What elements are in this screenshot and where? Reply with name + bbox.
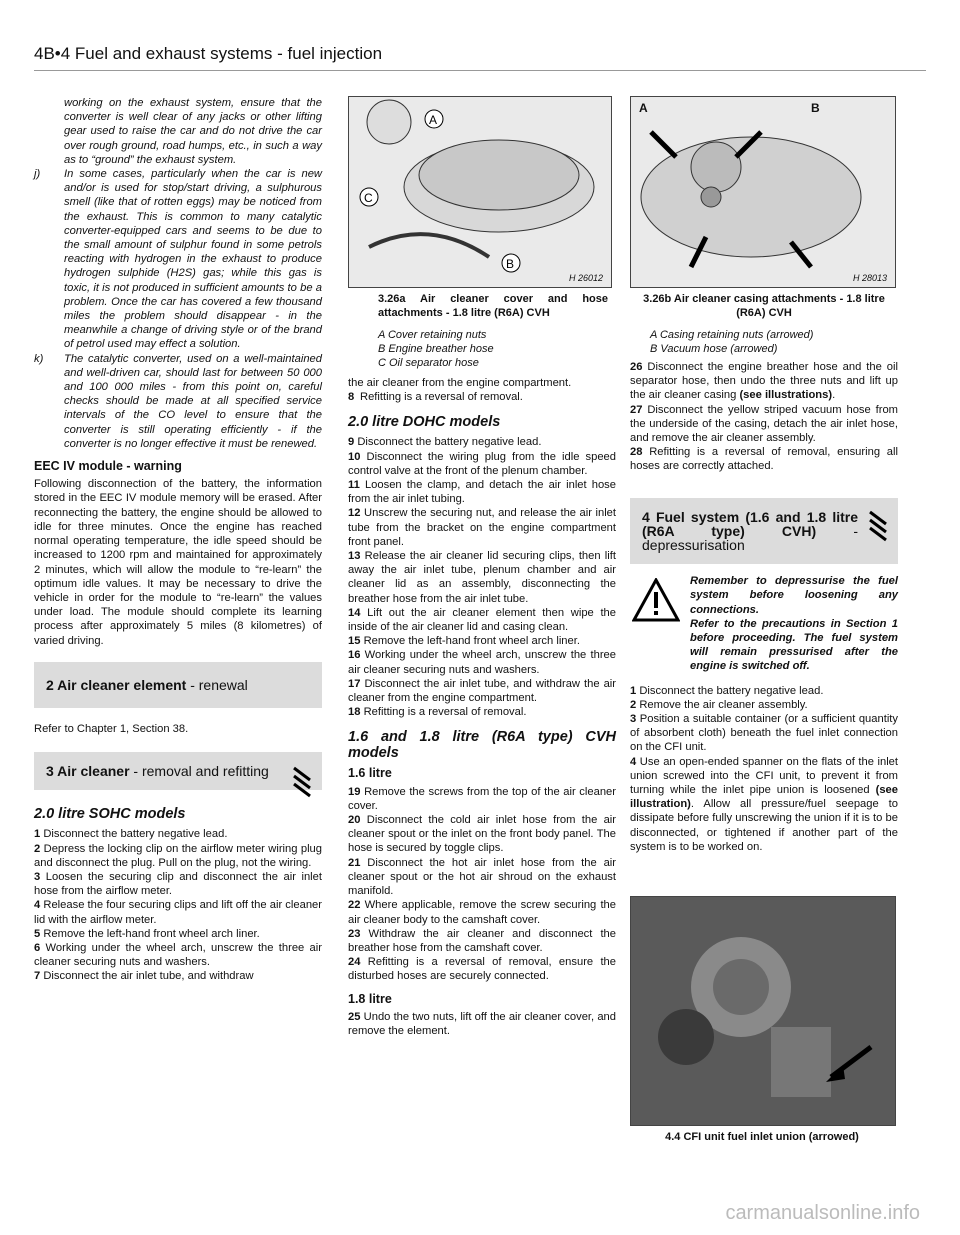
step-number: 13 <box>348 550 361 563</box>
column-2 <box>348 292 616 1038</box>
fig-3-26a-note: A Cover retaining nuts <box>378 329 487 341</box>
section-2-banner <box>34 662 322 708</box>
step-text: Release the air cleaner lid securing clips, then lift away the air inlet tube, plenum chamber and air cleaner lid as an assembly, disconnecting the breather hose from the air inlet tube. <box>348 550 616 605</box>
section-3-title: 3 Air cleaner <box>46 763 130 780</box>
sohc-step <box>34 842 322 870</box>
section-4-banner <box>630 498 898 565</box>
step-text: Remove the screws from the top of the air cleaner cover. <box>348 785 617 812</box>
step-28-text: Refitting is a reversal of removal, ensuring all hoses are correctly attached. <box>630 446 898 473</box>
step-text: Disconnect the battery negative lead. <box>357 436 542 449</box>
item-j-label: j) <box>34 168 41 181</box>
item-j-text: In some cases, particularly when the car is new and/or is used for stop/start driving, a sulphurous smell (like that of rotten eggs) may be noticed from the exhaust. This is common to many catalytic converter-equipped cars and seems to be due to the small amount of sulphur found in some petrols reacting with hydrogen in the exhaust to produce hydrogen sulphide (H2S) gas; while this gas is toxic, it is not produced in sufficient amounts to be a problem. Once the car has covered a few thousand miles the problem should disappear - in the meanwhile a change of driving style or of the brand of petrol used may effect a solution. <box>64 168 322 351</box>
item-k <box>34 352 322 451</box>
step-number: 23 <box>348 927 361 940</box>
section-2-text: Refer to Chapter 1, Section 38. <box>34 722 189 735</box>
step-number: 22 <box>348 899 361 912</box>
dohc-step <box>348 634 616 648</box>
step-number: 6 <box>34 941 41 954</box>
step-number: 3 <box>630 713 637 726</box>
step-number: 15 <box>348 635 361 648</box>
section-4-subtitle: - depressurisation <box>642 522 858 554</box>
step-text: Where applicable, remove the screw securing the air cleaner body to the camshaft cover. <box>348 899 616 926</box>
sohc-step <box>34 969 322 983</box>
step-number: 19 <box>348 785 361 798</box>
step-text: Remove the left-hand front wheel arch liner. <box>43 927 260 940</box>
step-text: Loosen the clamp, and detach the air inlet hose from the air inlet tubing. <box>348 479 616 506</box>
watermark: carmanualsonline.info <box>725 1202 920 1224</box>
svg-text:B: B <box>506 257 515 271</box>
figure-3-26b-label-a: A <box>639 101 648 115</box>
step-number: 4 <box>34 899 41 912</box>
step-text: Lift out the air cleaner element then wipe the inside of the air cleaner lid and casing clean. <box>348 606 617 634</box>
step-text: Withdraw the air cleaner and disconnect the breather hose from the camshaft cover. <box>348 927 616 954</box>
step-text: Disconnect the air inlet tube, and withdraw the air cleaner from the engine compartment. <box>348 677 617 705</box>
step-26-number: 26 <box>630 361 643 373</box>
eec-text: Following disconnection of the battery, the information stored in the EEC IV module memory will be erased. After reconnecting the battery, the engine should be allowed to idle for three minutes. Once the engine has reached normal operating temperature, the idle speed should be increased to 1200 rpm and maintained for approximately 2 minutes, which will allow the module to “re-learn” the optimum idle values. It may be necessary to drive the vehicle in order for the module to “re-learn” the values under load. The module should complete its learning process after approximately 5 miles (8 kilometres) of varied driving. <box>34 478 322 647</box>
step-text: Release the four securing clips and lift off the air cleaner lid with the airflow meter. <box>34 899 322 926</box>
figure-3-26b <box>630 96 896 288</box>
section-4-title: 4 Fuel system (1.6 and 1.8 litre (R6A type) CVH) <box>642 508 858 539</box>
cvh16-step <box>348 898 616 926</box>
figure-3-26b-caption: 3.26b Air cleaner casing attachments - 1.8 litre (R6A) CVH <box>643 293 885 319</box>
step-4-text: Use an open-ended spanner on the flats of the inlet union screwed into the CFI unit, to prevent it from turning while the inlet pipe union is loosened <box>630 755 899 797</box>
step-8 <box>348 390 616 404</box>
dohc-step <box>348 606 616 634</box>
warning-text-2-body: Refer to the precautions in Section 1 before proceeding. The fuel system will remain pressurised after the engine is switched off. <box>690 617 898 673</box>
step-26: 26 Disconnect the engine breather hose and the oil separator hose, then undo the three nuts and lift up the air cleaner casing (see illustrations). <box>630 361 898 402</box>
depress-step <box>630 698 898 712</box>
item-j <box>34 167 322 352</box>
step-8-text: Refitting is a reversal of removal. <box>360 391 523 404</box>
step-number: 21 <box>348 856 361 869</box>
step-number: 2 <box>34 842 41 855</box>
step-number: 20 <box>348 814 361 827</box>
sohc-steps <box>34 827 322 983</box>
step-26-ref[interactable]: (see illustrations) <box>739 389 833 402</box>
fig-3-26b-note: B Vacuum hose (arrowed) <box>650 343 778 355</box>
column-1 <box>34 96 322 984</box>
step-text: Depress the locking clip on the airflow meter wiring plug and disconnect the plug. Pull on the plug, not the wiring. <box>34 842 323 869</box>
step-text: Remove the air cleaner assembly. <box>639 698 808 711</box>
depress-step <box>630 684 898 698</box>
item-i-continuation: working on the exhaust system, ensure that the converter is well clear of any jacks or other lifting gear used to raise the car and do not drive the car over rough ground, road humps, etc., in such a way as to “ground” the exhaust system. <box>64 97 322 166</box>
column-3 <box>630 292 898 854</box>
dohc-continuation: the air cleaner from the engine compartment. <box>348 377 572 389</box>
cvh-heading: 1.6 and 1.8 litre (R6A type) CVH models <box>348 729 616 762</box>
figure-3-26a <box>348 96 612 288</box>
step-text: Unscrew the securing nut, and release the air inlet tube from the bracket on the engine compartment front panel. <box>348 507 617 548</box>
step-text: Disconnect the battery negative lead. <box>639 684 824 697</box>
step-number: 1 <box>630 684 637 697</box>
sohc-step <box>34 870 322 898</box>
section-3-banner <box>34 752 322 790</box>
header-rule <box>34 70 926 71</box>
step-number: 18 <box>348 706 361 719</box>
dohc-heading: 2.0 litre DOHC models <box>348 414 501 431</box>
step-25 <box>348 1010 616 1038</box>
step-25-number: 25 <box>348 1010 361 1023</box>
step-4 <box>630 755 898 854</box>
sohc-step <box>34 898 322 926</box>
warning-triangle-icon <box>632 578 680 622</box>
step-4-number: 4 <box>630 755 637 768</box>
step-number: 16 <box>348 649 361 662</box>
dohc-step <box>348 677 616 705</box>
figure-3-26b-code: H 28013 <box>852 273 887 283</box>
sohc-step <box>34 941 322 969</box>
fig-3-26a-note: C Oil separator hose <box>378 357 479 369</box>
figure-3-26b-label-b: B <box>811 101 820 115</box>
warning-text-2 <box>630 617 898 674</box>
step-number: 10 <box>348 450 361 463</box>
difficulty-wrench-icon <box>866 504 892 544</box>
step-number: 24 <box>348 956 361 969</box>
cvh16-step <box>348 785 616 813</box>
eec-heading: EEC IV module - warning <box>34 459 182 474</box>
step-27-number: 27 <box>630 403 643 416</box>
step-text: Loosen the securing clip and disconnect the air inlet hose from the airflow meter. <box>34 870 322 898</box>
difficulty-wrench-icon <box>290 760 316 800</box>
step-number: 11 <box>348 479 360 492</box>
dohc-step <box>348 478 616 506</box>
air-cleaner-cover-illustration <box>349 97 611 287</box>
photo-4-4 <box>630 896 896 1126</box>
step-27 <box>630 403 898 446</box>
page-header: 4B•4 Fuel and exhaust systems - fuel injection <box>34 44 383 63</box>
step-number: 12 <box>348 507 361 520</box>
step-number: 3 <box>34 870 41 883</box>
step-number: 5 <box>34 927 41 940</box>
warning-text-1: Remember to depressurise the fuel system before loosening any connections. <box>690 575 898 616</box>
section-3-subtitle: - removal and refitting <box>129 763 269 780</box>
air-cleaner-casing-illustration <box>631 97 895 287</box>
step-text: Position a suitable container (or a sufficient quantity of absorbent cloth) beneath the fuel inlet connection on the CFI unit. <box>630 713 899 754</box>
dohc-steps <box>348 435 616 719</box>
step-8-number: 8 <box>348 391 355 404</box>
step-28-number: 28 <box>630 446 643 459</box>
dohc-step <box>348 705 616 719</box>
step-number: 9 <box>348 436 355 449</box>
step-text: Disconnect the battery negative lead. <box>43 828 228 841</box>
step-text: Disconnect the wiring plug from the idle speed control valve at the front of the plenum chamber. <box>348 450 616 477</box>
svg-text:A: A <box>429 113 438 127</box>
figure-3-26a-code: H 26012 <box>568 273 603 283</box>
fig-3-26b-note: A Casing retaining nuts (arrowed) <box>650 329 814 341</box>
depressurisation-steps <box>630 684 898 755</box>
dohc-step <box>348 648 616 676</box>
fig-3-26a-note: B Engine breather hose <box>378 343 494 355</box>
step-text: Refitting is a reversal of removal, ensure the disturbed hoses are securely connected. <box>348 956 616 983</box>
dohc-step <box>348 549 616 606</box>
l16-steps <box>348 785 616 984</box>
step-text: Refitting is a reversal of removal. <box>363 706 527 719</box>
sohc-step <box>34 927 322 941</box>
cvh16-step <box>348 955 616 983</box>
cvh16-step <box>348 927 616 955</box>
warning-box <box>630 574 898 673</box>
dohc-step <box>348 450 616 478</box>
step-number: 1 <box>34 828 41 841</box>
sohc-step <box>34 827 322 841</box>
step-number: 2 <box>630 698 637 711</box>
figure-3-26a-caption: 3.26a Air cleaner cover and hose attachments - 1.8 litre (R6A) CVH <box>378 293 608 319</box>
figure-3-26b-notes <box>650 328 898 356</box>
step-text: Remove the left-hand front wheel arch liner. <box>363 635 580 648</box>
depress-step <box>630 712 898 755</box>
dohc-step <box>348 435 616 449</box>
step-28 <box>630 445 898 473</box>
step-text: Working under the wheel arch, unscrew the three air cleaner securing nuts and washers. <box>348 649 616 676</box>
step-26-text: Disconnect the engine breather hose and the oil separator hose, then undo the three nuts and lift up the air cleaner casing <box>630 361 898 402</box>
cfi-unit-photo <box>631 897 895 1125</box>
svg-text:C: C <box>364 191 373 205</box>
dohc-step <box>348 506 616 549</box>
cvh16-step <box>348 856 616 899</box>
section-2-subtitle: - renewal <box>186 676 248 693</box>
step-text: Disconnect the hot air inlet hose from the air cleaner spout or the hot air shroud on the exhaust manifold. <box>348 856 617 898</box>
step-number: 17 <box>348 677 361 690</box>
cvh16-step <box>348 813 616 856</box>
sohc-heading: 2.0 litre SOHC models <box>34 806 186 823</box>
item-k-text: The catalytic converter, used on a well-maintained and well-driven car, should last for between 50 000 and 100 000 miles - from this point on, careful checks should be made at all specified service intervals of the CO level to ensure that the converter is still operating efficiently - if the converter is no longer effective it must be renewed. <box>64 352 322 450</box>
item-k-label: k) <box>34 352 44 365</box>
step-text: Disconnect the cold air inlet hose from the air cleaner spout or the inlet on the front body panel. The hose is secured by toggle clips. <box>348 814 617 855</box>
step-number: 14 <box>348 606 361 619</box>
figure-3-26a-notes <box>378 328 616 370</box>
step-text: Disconnect the air inlet tube, and withdraw <box>43 970 254 983</box>
section-2-title: 2 Air cleaner element <box>46 676 187 693</box>
step-text: Working under the wheel arch, unscrew the three air cleaner securing nuts and washers. <box>34 941 322 969</box>
photo-4-4-caption: 4.4 CFI unit fuel inlet union (arrowed) <box>665 1131 859 1143</box>
step-27-text: Disconnect the yellow striped vacuum hose from the underside of the casing, detach the air inlet hose, and remove the air cleaner assembly. <box>630 403 898 445</box>
step-4-text-end: . Allow all pressure/fuel seepage to dissipate before fully unscrewing the union if it is to be disconnected, or tightened if another part of the system is to be worked on. <box>630 798 898 853</box>
l16-heading: 1.6 litre <box>348 766 392 781</box>
step-25-text: Undo the two nuts, lift off the air cleaner cover, and remove the element. <box>348 1010 616 1037</box>
step-4-ref[interactable]: (see illustration) <box>630 784 898 811</box>
step-number: 7 <box>34 970 41 983</box>
l18-heading: 1.8 litre <box>348 991 392 1006</box>
